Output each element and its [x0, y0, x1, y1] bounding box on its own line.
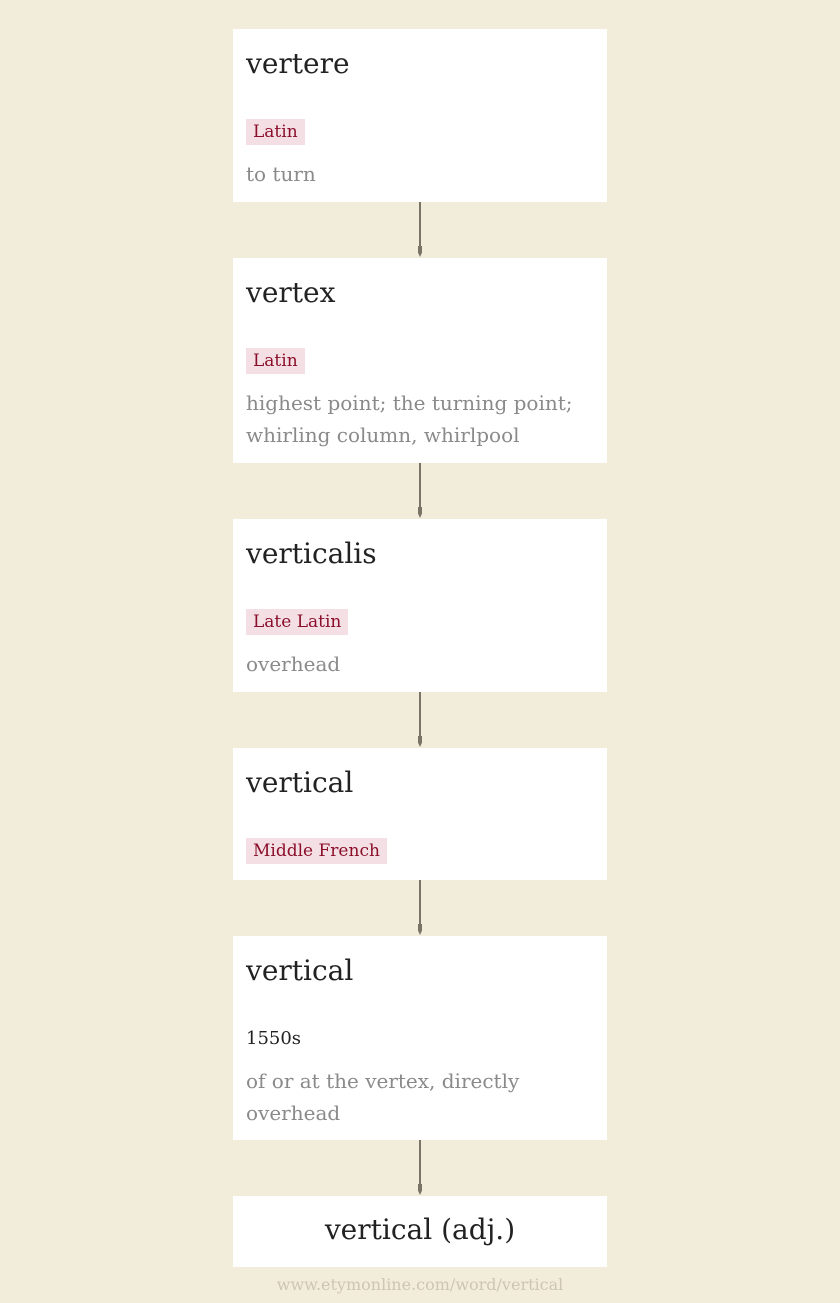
arrow-connector [418, 692, 422, 747]
node-gloss: overhead [246, 652, 341, 676]
language-tag: Latin [246, 119, 305, 145]
language-tag: Middle French [246, 838, 387, 864]
result-node [233, 1196, 607, 1267]
source-url: www.etymonline.com/word/vertical [276, 1275, 564, 1294]
language-tag: Late Latin [246, 609, 348, 635]
node-gloss: of or at the vertex, directly overhead [246, 1069, 520, 1125]
result-word: vertical (adj.) [324, 1213, 516, 1246]
arrow-connector [418, 1140, 422, 1195]
etymology-node [233, 29, 607, 202]
etymology-node [233, 936, 607, 1140]
node-gloss: to turn [246, 162, 316, 186]
language-tag: Latin [246, 348, 305, 374]
arrow-connector [418, 202, 422, 257]
etymology-node [233, 748, 607, 880]
arrow-connector [418, 880, 422, 935]
etymology-node [233, 519, 607, 692]
node-word: vertex [246, 276, 336, 309]
node-word: verticalis [246, 537, 377, 570]
node-word: vertere [246, 47, 350, 80]
arrow-connector [418, 463, 422, 518]
node-word: vertical [246, 954, 354, 987]
node-date: 1550s [246, 1028, 302, 1049]
node-word: vertical [246, 766, 354, 799]
etymology-node [233, 258, 607, 463]
node-gloss: highest point; the turning point; whirling column, whirlpool [246, 391, 573, 447]
